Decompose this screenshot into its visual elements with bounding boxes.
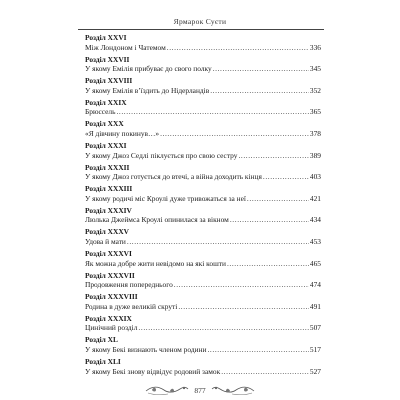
table-of-contents	[85, 33, 321, 379]
chapter-line	[85, 280, 321, 290]
toc-entry	[85, 141, 321, 163]
chapter-title: Цинічний розділ	[85, 323, 138, 333]
chapter-line	[85, 43, 321, 53]
chapter-title: Брюссель	[85, 107, 116, 117]
toc-entry	[85, 119, 321, 141]
chapter-page: 434	[309, 215, 321, 225]
chapter-line	[85, 194, 321, 204]
toc-entry	[85, 249, 321, 271]
chapter-title: Люлька Джеймса Кроулі опинилася за вікном	[85, 215, 229, 225]
chapter-number: Розділ XXVIII	[85, 76, 133, 86]
toc-entry	[85, 227, 321, 249]
chapter-line	[85, 129, 321, 139]
dot-leader	[167, 43, 309, 53]
chapter-number: Розділ XXXVII	[85, 270, 135, 280]
chapter-line	[85, 64, 321, 74]
chapter-page: 345	[309, 64, 321, 74]
floral-ornament-icon	[144, 384, 190, 396]
dot-leader	[221, 367, 309, 377]
dot-leader	[238, 151, 308, 161]
header-rule	[78, 29, 324, 30]
chapter-number: Розділ XXXI	[85, 140, 127, 150]
chapter-page: 378	[309, 128, 321, 138]
chapter-title: Продовження попереднього	[85, 280, 173, 290]
chapter-title: У якому родичі міс Кроулі дуже тривожаться за неї	[85, 193, 246, 203]
page-number: 877	[194, 385, 206, 395]
chapter-page: 403	[309, 172, 321, 182]
dot-leader	[210, 86, 309, 96]
dot-leader	[174, 280, 309, 290]
toc-entry	[85, 55, 321, 77]
chapter-number: Розділ XXIX	[85, 97, 127, 107]
chapter-page: 389	[309, 150, 321, 160]
chapter-number: Розділ XXXIII	[85, 184, 133, 194]
chapter-line	[85, 302, 321, 312]
toc-entry	[85, 98, 321, 120]
chapter-number: Розділ XXXV	[85, 227, 129, 237]
chapter-number: Розділ XL	[85, 335, 118, 345]
chapter-page: 336	[309, 42, 321, 52]
chapter-page: 365	[309, 107, 321, 117]
chapter-number: Розділ XXXIX	[85, 313, 132, 323]
toc-entry	[85, 335, 321, 357]
toc-entry	[85, 206, 321, 228]
chapter-line	[85, 172, 321, 182]
chapter-number: Розділ XXVI	[85, 33, 127, 42]
page-footer	[0, 383, 400, 397]
chapter-number: Розділ XXXII	[85, 162, 130, 172]
running-head: Ярмарок Суєти	[173, 17, 227, 26]
dot-leader	[213, 64, 309, 74]
chapter-title: У якому Емілія прибуває до свого полку	[85, 64, 212, 74]
chapter-line	[85, 259, 321, 269]
chapter-title: Між Лондоном і Чатемом	[85, 42, 166, 52]
chapter-page: 507	[309, 323, 321, 333]
chapter-page: 352	[309, 85, 321, 95]
chapter-page: 453	[309, 236, 321, 246]
chapter-line	[85, 345, 321, 355]
chapter-number: Розділ XXXIV	[85, 205, 132, 215]
chapter-line	[85, 237, 321, 247]
chapter-line	[85, 86, 321, 96]
toc-entry	[85, 357, 321, 379]
chapter-line	[85, 107, 321, 117]
chapter-line	[85, 367, 321, 377]
chapter-page: 465	[309, 258, 321, 268]
chapter-number: Розділ XLI	[85, 356, 121, 366]
chapter-title: У якому Бекі визнають членом родини	[85, 344, 207, 354]
chapter-page: 517	[309, 344, 321, 354]
dot-leader	[263, 172, 309, 182]
chapter-title: У якому Джоз Седлі піклується про свою сестру	[85, 150, 238, 160]
chapter-title: «Я дівчину покинув…»	[85, 128, 160, 138]
chapter-title: Удова й мати	[85, 236, 126, 246]
toc-entry	[85, 314, 321, 336]
chapter-number: Розділ XXXVI	[85, 248, 132, 258]
chapter-number: Розділ XXX	[85, 119, 124, 129]
chapter-title: Родина в дуже великій скруті	[85, 301, 178, 311]
chapter-title: Як можна добре жити невідомо на які кошти	[85, 258, 226, 268]
toc-entry	[85, 184, 321, 206]
chapter-line	[85, 215, 321, 225]
chapter-title: У якому Бекі знову відвідує родовий замок	[85, 366, 221, 376]
toc-entry	[85, 292, 321, 314]
chapter-number: Розділ XXXVIII	[85, 292, 138, 302]
chapter-title: У якому Емілія вʼїздить до Нідерландів	[85, 85, 210, 95]
chapter-page: 474	[309, 280, 321, 290]
chapter-title: У якому Джоз готується до втечі, а війна доходить кінця	[85, 172, 262, 182]
dot-leader	[127, 237, 309, 247]
toc-entry	[85, 163, 321, 185]
toc-entry	[85, 76, 321, 98]
dot-leader	[227, 259, 309, 269]
dot-leader	[116, 107, 308, 117]
chapter-line	[85, 323, 321, 333]
chapter-line	[85, 151, 321, 161]
toc-entry	[85, 33, 321, 55]
dot-leader	[178, 302, 309, 312]
chapter-page: 527	[309, 366, 321, 376]
dot-leader	[230, 215, 309, 225]
chapter-number: Розділ XXVII	[85, 54, 130, 64]
dot-leader	[138, 323, 308, 333]
dot-leader	[247, 194, 309, 204]
dot-leader	[160, 129, 309, 139]
chapter-page: 491	[309, 301, 321, 311]
toc-entry	[85, 271, 321, 293]
floral-ornament-icon	[210, 384, 256, 396]
chapter-page: 421	[309, 193, 321, 203]
dot-leader	[207, 345, 308, 355]
